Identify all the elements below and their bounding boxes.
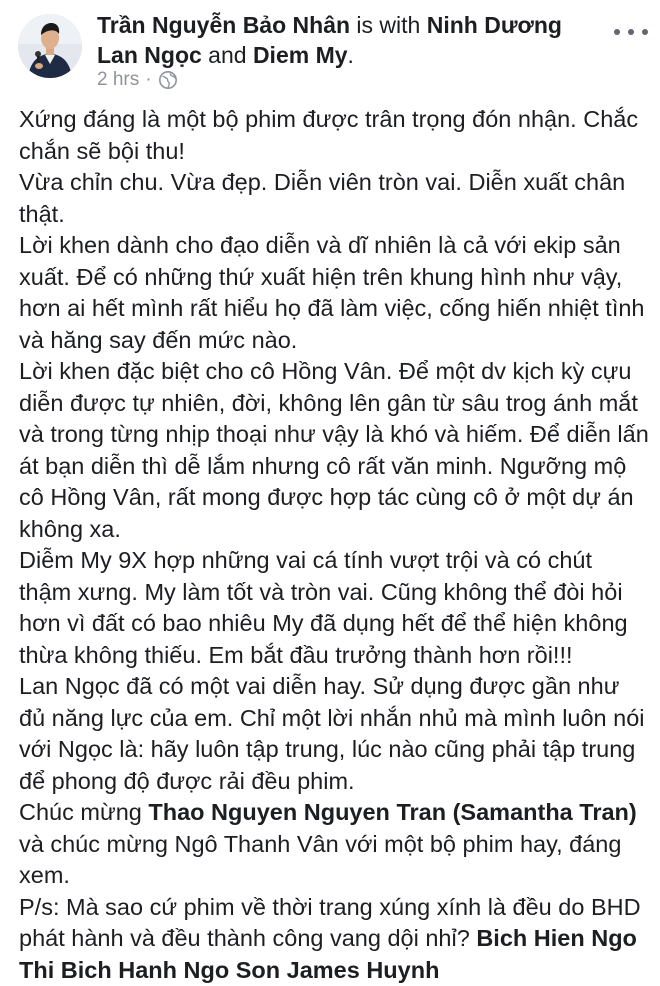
- paragraph: Xứng đáng là một bộ phim được trân trọng đón nhận. Chắc chắn sẽ bội thu!: [19, 104, 649, 167]
- avatar[interactable]: [18, 14, 82, 78]
- more-dot-icon: [642, 29, 648, 35]
- post-body: [19, 104, 649, 986]
- separator: ·: [145, 69, 151, 91]
- more-dot-icon: [614, 29, 620, 35]
- text: Chúc mừng: [19, 799, 148, 825]
- post-header: [97, 10, 597, 70]
- timestamp[interactable]: 2 hrs: [97, 69, 139, 91]
- more-dot-icon: [628, 29, 634, 35]
- mention-link[interactable]: Bich Hien Ngo: [476, 925, 637, 951]
- text: và chúc mừng Ngô Thanh Vân với một bộ phim hay, đáng xem.: [19, 831, 621, 889]
- paragraph: Lời khen đặc biệt cho cô Hồng Vân. Để một dv kịch kỳ cựu diễn được tự nhiên, đời, không lên gân từ sâu trog ánh mắt và trong từng nhịp thoại như vậy là khó và hiếm. Để diễn lấn át bạn diễn thì dễ lắm nhưng cô rất văn minh. Ngưỡng mộ cô Hồng Vân, rất mong được hợp tác cùng cô ở một dự án không xa.: [19, 356, 649, 545]
- paragraph: Diễm My 9X hợp những vai cá tính vượt trội và có chút thậm xưng. My làm tốt và tròn vai. Cũng không thể đòi hỏi hơn vì đất có bao nhiêu My đã dụng hết để thể hiện không thừa không thiếu. Em bắt đầu trưởng thành hơn rồi!!!: [19, 545, 649, 671]
- paragraph: Vừa chỉn chu. Vừa đẹp. Diễn viên tròn vai. Diễn xuất chân thật.: [19, 167, 649, 230]
- tagged-user-1[interactable]: Ninh Dương Lan Ngọc: [97, 12, 562, 68]
- tagged-user-2[interactable]: Diem My: [253, 42, 348, 68]
- globe-icon[interactable]: [158, 70, 178, 90]
- author-name[interactable]: Trần Nguyễn Bảo Nhân: [97, 12, 350, 38]
- and-text: and: [202, 42, 253, 68]
- paragraph: [19, 892, 649, 986]
- mention-link[interactable]: Thi Bich Hanh Ngo: [19, 957, 229, 983]
- end-punctuation: .: [348, 42, 354, 68]
- paragraph: Lời khen dành cho đạo diễn và dĩ nhiên là cả với ekip sản xuất. Để có những thứ xuất hiện trên khung hình như vậy, hơn ai hết mình rất hiểu họ đã làm việc, cống hiến nhiệt tình và hăng say đến mức nào.: [19, 230, 649, 356]
- mention-link[interactable]: Thao Nguyen Nguyen Tran (Samantha Tran): [148, 799, 636, 825]
- paragraph: [19, 797, 649, 892]
- mention-link[interactable]: Son James Huynh: [236, 957, 440, 983]
- more-options-button[interactable]: [614, 22, 648, 42]
- profile-photo: [18, 14, 82, 78]
- with-text: is with: [350, 12, 427, 38]
- text: P/s: Mà sao cứ phim về thời trang xúng xính là đều do BHD phát hành và đều thành công vang dội nhỉ?: [19, 894, 641, 952]
- paragraph: Lan Ngọc đã có một vai diễn hay. Sử dụng được gần như đủ năng lực của em. Chỉ một lời nhắn nhủ mà mình luôn nói với Ngọc là: hãy luôn tập trung, lúc nào cũng phải tập trung để phong độ được rải đều phim.: [19, 671, 649, 797]
- post-meta: [97, 68, 178, 92]
